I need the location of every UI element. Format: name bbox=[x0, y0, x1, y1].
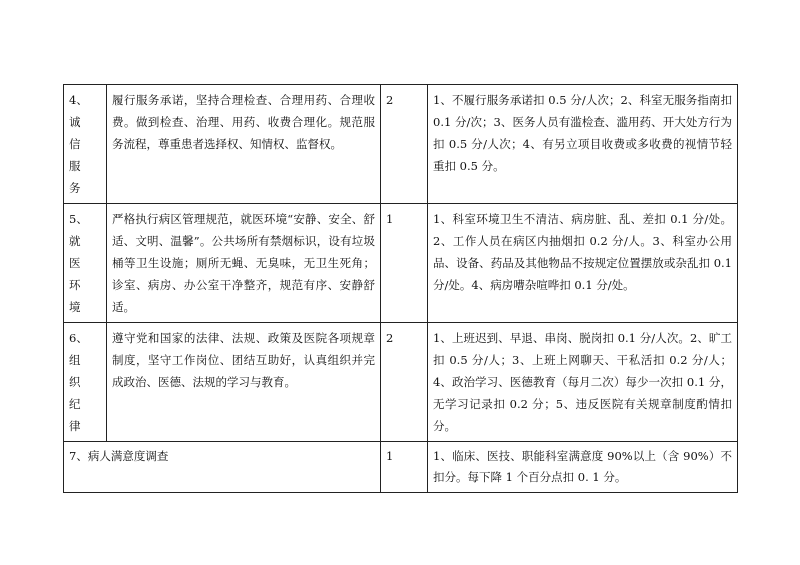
category-number: 4、 bbox=[69, 93, 88, 107]
criteria-cell: 遵守党和国家的法律、法规、政策及医院各项规章制度，坚守工作岗位、团结互助好，认真组织并完成政治、医德、法规的学习与教育。 bbox=[107, 323, 381, 442]
score-cell: 2 bbox=[381, 323, 428, 442]
deduction-cell: 1、临床、医技、职能科室满意度 90%以上（含 90%）不扣分。每下降 1 个百分点扣 0. 1 分。 bbox=[428, 442, 738, 493]
category-name-line: 诚 信 bbox=[69, 115, 83, 151]
category-number: 5、 bbox=[69, 212, 88, 226]
category-name-line: 组 织 bbox=[69, 353, 83, 389]
criteria-cell: 履行服务承诺，坚持合理检查、合理用药、合理收费。做到检查、治理、用药、收费合理化。规范服务流程，尊重患者选择权、知情权、监督权。 bbox=[107, 85, 381, 204]
table-row bbox=[64, 442, 738, 493]
category-name-line: 服 务 bbox=[69, 159, 83, 195]
table-row bbox=[64, 204, 738, 323]
criteria-cell: 严格执行病区管理规范，就医环境“安静、安全、舒适、文明、温馨”。公共场所有禁烟标识，设有垃圾桶等卫生设施；厕所无蝇、无臭味，无卫生死角；诊室、病房、办公室干净整齐，规范有序、安静舒适。 bbox=[107, 204, 381, 323]
survey-title-cell: 7、病人满意度调查 bbox=[64, 442, 381, 493]
table-row bbox=[64, 323, 738, 442]
category-name-line: 纪 律 bbox=[69, 397, 83, 433]
score-cell: 2 bbox=[381, 85, 428, 204]
deduction-cell: 1、科室环境卫生不清洁、病房脏、乱、差扣 0.1 分/处。2、工作人员在病区内抽烟扣 0.2 分/人。3、科室办公用品、设备、药品及其他物品不按规定位置摆放或杂乱扣 0.1 分/处。4、病房嘈杂喧哗扣 0.1 分/处。 bbox=[428, 204, 738, 323]
category-name-line: 就 医 bbox=[69, 234, 83, 270]
table-row bbox=[64, 85, 738, 204]
deduction-cell: 1、上班迟到、早退、串岗、脱岗扣 0.1 分/人次。2、旷工扣 0.5 分/人；3、上班上网聊天、干私活扣 0.2 分/人；4、政治学习、医德教育（每月二次）每少一次扣 0.1 分，无学习记录扣 0.2 分；5、违反医院有关规章制度酌情扣分。 bbox=[428, 323, 738, 442]
category-cell bbox=[64, 204, 107, 323]
category-name-line: 环 境 bbox=[69, 278, 83, 314]
category-cell bbox=[64, 85, 107, 204]
deduction-cell: 1、不履行服务承诺扣 0.5 分/人次；2、科室无服务指南扣 0.1 分/次；3、医务人员有滥检查、滥用药、开大处方行为扣 0.5 分/人次；4、有另立项目收费或多收费的视情节轻重扣 0.5 分。 bbox=[428, 85, 738, 204]
score-cell: 1 bbox=[381, 442, 428, 493]
category-number: 6、 bbox=[69, 331, 88, 345]
category-cell bbox=[64, 323, 107, 442]
evaluation-table bbox=[63, 84, 738, 493]
score-cell: 1 bbox=[381, 204, 428, 323]
